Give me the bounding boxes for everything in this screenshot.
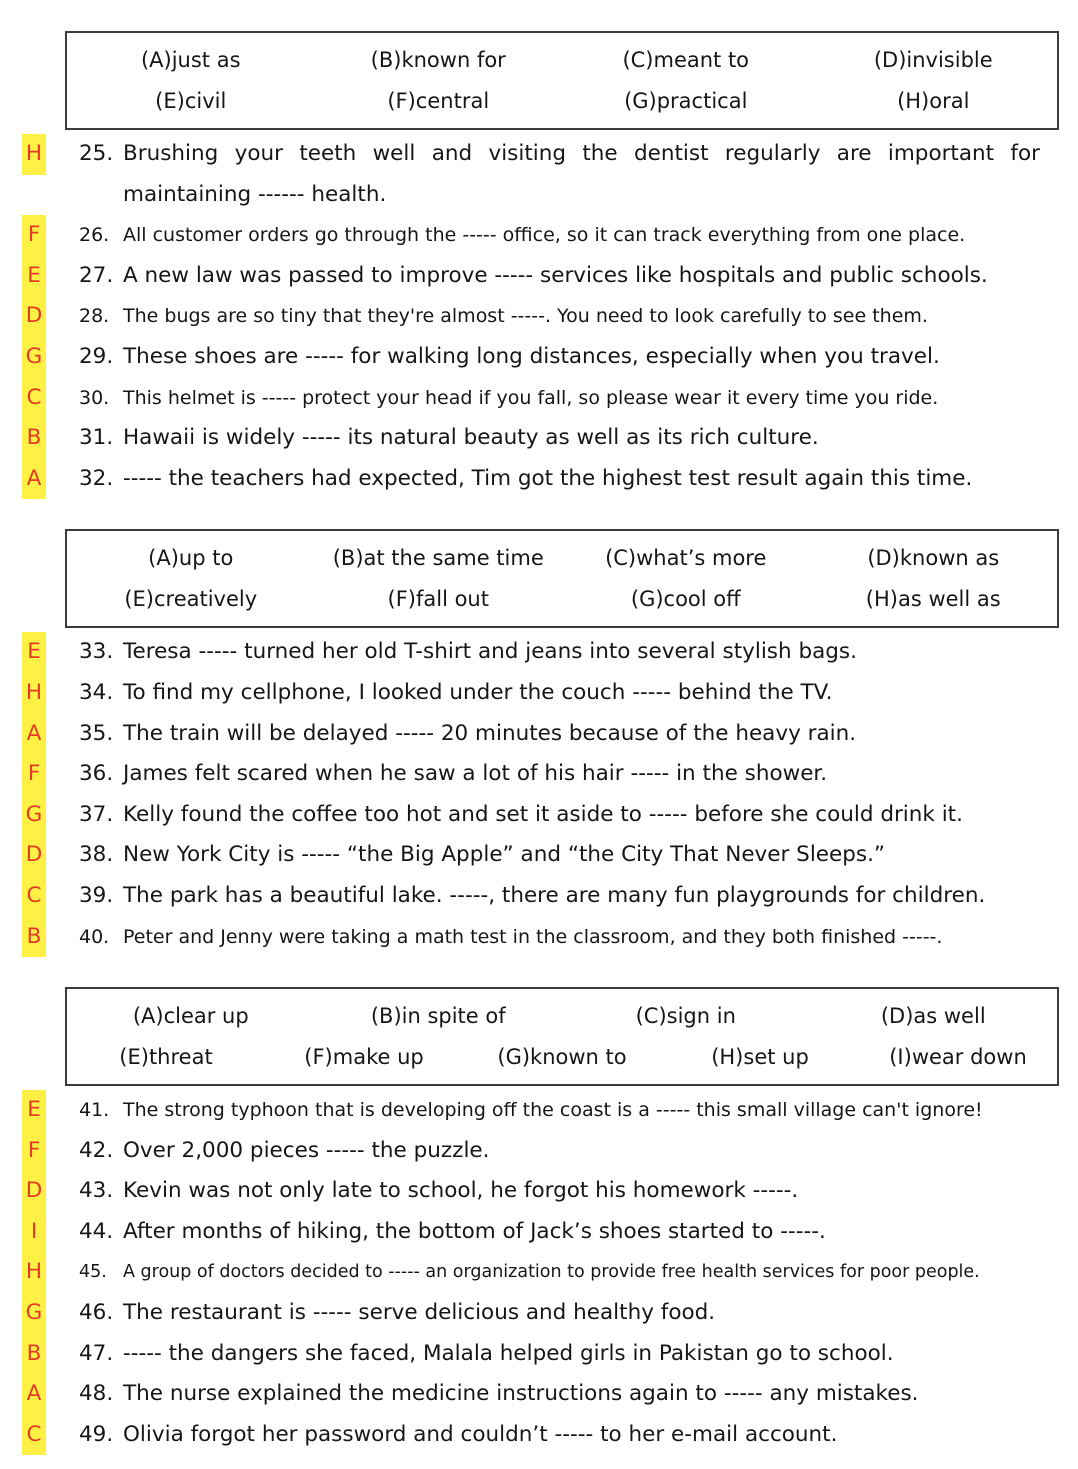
question-number: 32.: [79, 465, 114, 491]
option-d: (D)as well: [880, 1004, 986, 1029]
question-row: [0, 418, 1078, 459]
question-row: [0, 296, 1078, 337]
question-text: The train will be delayed ----- 20 minutes because of the heavy rain.: [123, 720, 857, 746]
question-number: 49.: [79, 1421, 114, 1447]
option-e: (E)threat: [119, 1045, 213, 1070]
word-bank-2: [65, 529, 1059, 628]
question-row: [0, 256, 1078, 297]
option-e: (E)civil: [155, 89, 227, 113]
answer-letter: D: [22, 1171, 46, 1212]
question-text-line: Brushing your teeth well and visiting the dentist regularly are important for: [123, 141, 1040, 166]
question-text: The nurse explained the medicine instructions again to ----- any mistakes.: [123, 1381, 919, 1407]
question-text: ----- the dangers she faced, Malala helped girls in Pakistan go to school.: [123, 1340, 894, 1366]
worksheet-page: [0, 31, 1078, 1455]
question-text: The park has a beautiful lake. -----, there are many fun playgrounds for children.: [123, 882, 986, 908]
option-c: (C)meant to: [622, 48, 750, 72]
word-bank-row: [67, 81, 1057, 122]
question-text: Olivia forgot her password and couldn’t ----- to her e-mail account.: [123, 1421, 838, 1447]
answer-letter: F: [22, 754, 46, 795]
question-row: [0, 795, 1078, 836]
answer-letter: H: [22, 1252, 46, 1293]
word-bank-row: [67, 40, 1057, 81]
question-text: ----- the teachers had expected, Tim got the highest test result again this time.: [123, 465, 973, 491]
question-row: [0, 1334, 1078, 1375]
question-row: [0, 378, 1078, 419]
answer-letter: C: [22, 378, 46, 419]
option-f: (F)central: [387, 89, 490, 113]
answer-letter: G: [22, 1293, 46, 1334]
question-number: 42.: [79, 1137, 114, 1163]
question-text: After months of hiking, the bottom of Jack’s shoes started to -----.: [123, 1218, 826, 1244]
option-c: (C)sign in: [635, 1004, 736, 1029]
question-row: [0, 835, 1078, 876]
question-number: 43.: [79, 1178, 114, 1204]
option-d: (D)known as: [867, 546, 1000, 571]
question-row: [0, 1171, 1078, 1212]
question-text: James felt scared when he saw a lot of his hair ----- in the shower.: [123, 761, 828, 787]
word-bank-3: [65, 987, 1059, 1086]
question-text: To find my cellphone, I looked under the couch ----- behind the TV.: [123, 679, 833, 705]
answer-letter: H: [22, 673, 46, 714]
answer-letter: I: [22, 1212, 46, 1253]
answer-letter: G: [22, 795, 46, 836]
question-number: 44.: [79, 1218, 114, 1244]
option-a: (A)up to: [148, 546, 234, 571]
option-b: (B)in spite of: [370, 1004, 506, 1029]
option-a: (A)just as: [140, 48, 241, 72]
question-number: 34.: [79, 679, 114, 705]
answer-letter: H: [22, 134, 46, 175]
question-row: [0, 1212, 1078, 1253]
question-row: [0, 1252, 1078, 1293]
question-row: [0, 1415, 1078, 1456]
answer-letter: C: [22, 876, 46, 917]
question-list-1: [0, 134, 1078, 499]
question-row: [0, 754, 1078, 795]
question-number: 41.: [79, 1099, 110, 1122]
question-text: Hawaii is widely ----- its natural beauty as well as its rich culture.: [123, 425, 819, 451]
word-bank-row: [67, 1037, 1057, 1078]
question-number: 47.: [79, 1340, 114, 1366]
answer-letter: B: [22, 917, 46, 958]
answer-letter: G: [22, 337, 46, 378]
answer-letter: D: [22, 296, 46, 337]
question-row: [0, 917, 1078, 958]
answer-letter: A: [22, 459, 46, 500]
question-text: The strong typhoon that is developing off the coast is a ----- this small village can't ignore!: [123, 1099, 983, 1122]
question-row: [0, 134, 1078, 215]
question-row: [0, 632, 1078, 673]
word-bank-1: [65, 31, 1059, 130]
option-h: (H)oral: [897, 89, 970, 113]
question-row: [0, 1090, 1078, 1131]
word-bank-row: [67, 538, 1057, 579]
answer-letter: A: [22, 1374, 46, 1415]
question-number: 40.: [79, 925, 110, 948]
answer-letter: A: [22, 714, 46, 755]
question-number: 27.: [79, 262, 114, 288]
question-row: [0, 1293, 1078, 1334]
question-row: [0, 337, 1078, 378]
question-row: [0, 673, 1078, 714]
question-number: 38.: [79, 842, 114, 868]
option-g: (G)known to: [497, 1045, 627, 1070]
answer-letter: B: [22, 1334, 46, 1375]
answer-letter: E: [22, 1090, 46, 1131]
word-bank-row: [67, 579, 1057, 620]
option-a: (A)clear up: [132, 1004, 249, 1029]
question-number: 46.: [79, 1300, 114, 1326]
option-d: (D)invisible: [873, 48, 993, 72]
answer-letter: D: [22, 835, 46, 876]
option-e: (E)creatively: [124, 587, 258, 612]
option-g: (G)practical: [624, 89, 748, 113]
question-text: Over 2,000 pieces ----- the puzzle.: [123, 1137, 490, 1163]
answer-letter: C: [22, 1415, 46, 1456]
question-number: 35.: [79, 720, 114, 746]
question-row: [0, 876, 1078, 917]
question-number: 37.: [79, 801, 114, 827]
question-text: Peter and Jenny were taking a math test in the classroom, and they both finished -----.: [123, 925, 943, 948]
question-text-line: maintaining ------ health.: [123, 181, 387, 207]
question-text: All customer orders go through the ----- office, so it can track everything from one place.: [123, 224, 966, 247]
question-text: This helmet is ----- protect your head if you fall, so please wear it every time you ride.: [123, 386, 939, 409]
question-text: Kelly found the coffee too hot and set it aside to ----- before she could drink it.: [123, 801, 963, 827]
question-number: 33.: [79, 639, 114, 665]
question-text: The restaurant is ----- serve delicious and healthy food.: [123, 1300, 716, 1326]
option-b: (B)at the same time: [332, 546, 544, 571]
question-number: 31.: [79, 425, 114, 451]
question-number: 28.: [79, 305, 110, 328]
question-row: [0, 714, 1078, 755]
question-row: [0, 1374, 1078, 1415]
option-h: (H)set up: [711, 1045, 809, 1070]
question-text: The bugs are so tiny that they're almost -----. You need to look carefully to see them.: [123, 305, 928, 328]
question-text: A new law was passed to improve ----- services like hospitals and public schools.: [123, 262, 988, 288]
question-text: [123, 134, 1078, 215]
question-text: A group of doctors decided to ----- an organization to provide free health services for poor people.: [123, 1262, 980, 1283]
question-number: 25.: [79, 141, 114, 166]
answer-letter: E: [22, 632, 46, 673]
question-number: 26.: [79, 224, 110, 247]
option-h: (H)as well as: [865, 587, 1001, 612]
option-f: (F)fall out: [387, 587, 489, 612]
option-b: (B)known for: [370, 48, 506, 72]
question-row: [0, 1131, 1078, 1172]
question-number: 45.: [79, 1262, 107, 1283]
option-c: (C)what’s more: [605, 546, 767, 571]
question-number: 48.: [79, 1381, 114, 1407]
question-list-2: [0, 632, 1078, 957]
question-text: New York City is ----- “the Big Apple” and “the City That Never Sleeps.”: [123, 842, 886, 868]
word-bank-row: [67, 996, 1057, 1037]
answer-letter: E: [22, 256, 46, 297]
answer-letter: F: [22, 1131, 46, 1172]
question-text: Kevin was not only late to school, he forgot his homework -----.: [123, 1178, 799, 1204]
question-number: 36.: [79, 761, 114, 787]
answer-letter: F: [22, 215, 46, 256]
option-f: (F)make up: [304, 1045, 424, 1070]
question-text: These shoes are ----- for walking long distances, especially when you travel.: [123, 343, 940, 369]
question-text: Teresa ----- turned her old T-shirt and jeans into several stylish bags.: [123, 639, 857, 665]
option-g: (G)cool off: [630, 587, 741, 612]
question-number: 29.: [79, 343, 114, 369]
option-i: (I)wear down: [889, 1045, 1027, 1070]
question-number: 30.: [79, 386, 110, 409]
question-row: [0, 459, 1078, 500]
answer-letter: B: [22, 418, 46, 459]
question-row: [0, 215, 1078, 256]
question-number: 39.: [79, 882, 114, 908]
question-list-3: [0, 1090, 1078, 1455]
